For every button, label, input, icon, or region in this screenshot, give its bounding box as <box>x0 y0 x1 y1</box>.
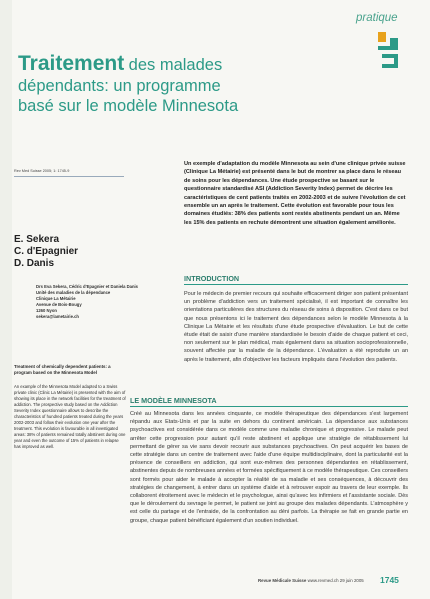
section-label: pratique <box>356 12 398 24</box>
title-line1-rest: des malades <box>128 56 223 74</box>
author-name: E. Sekera <box>14 234 60 245</box>
page-footer <box>258 578 364 583</box>
author-affiliation <box>36 284 148 320</box>
introduction-rule <box>184 284 408 285</box>
english-abstract: An example of the Minnesota Model adapted to a Swiss private clinic (Clinic La Métairie) is presented with the aim of showing its place in the network facilities for the treatment of addiction. The prospective study based on the Addiction Severity Index questionnaire allows to describe the characteristics of hundred patients treated during the years 2002-2003 and follow their evolution one year after the treatment. This evolution is favourable in all investigated areas: 38% of patients remained totally abstinent during one year and even the outcome of 15% of patients in relapse has improved as well. <box>14 384 126 449</box>
english-title: Treatment of chemically dependent patients: a program based on the Minnesota Model <box>14 364 111 375</box>
page-gutter <box>0 0 12 599</box>
authors-list <box>14 234 78 270</box>
title-line2: dépendants: un programme <box>18 77 221 95</box>
footer-date: 29 juin 2005 <box>339 578 364 583</box>
affiliation-names: Drs Eva Sekera, Cédric d'Epagnier et Daniela Danis <box>36 284 139 289</box>
author-name: D. Danis <box>14 258 55 269</box>
reference-divider <box>14 176 124 177</box>
page-number: 1745 <box>380 575 399 585</box>
affiliation-unit: Unité des maladies de la dépendance <box>36 290 111 295</box>
affiliation-city: 1260 Nyon <box>36 308 57 313</box>
affiliation-clinic: Clinique La Métairie <box>36 296 76 301</box>
minnesota-rule <box>130 406 408 407</box>
title-word-big: Traitement <box>18 52 125 75</box>
journal-reference: Rev Med Suisse 2005; 1: 1745-9 <box>14 169 70 173</box>
journal-logo-icon <box>378 32 402 72</box>
minnesota-heading: LE MODÈLE MINNESOTA <box>130 396 217 405</box>
affiliation-email[interactable]: sekera@lametairie.ch <box>36 314 79 319</box>
author-name: C. d'Epagnier <box>14 246 79 257</box>
introduction-paragraph: Pour le médecin de premier recours qui souhaite efficacement diriger son patient présentant un problème d'addiction vers un traitement spécialisé, il est important de connaître les orientations particulières des structures du réseau de soins à disposition. C'est dans ce but que nous présentons ici le traitement des dépendances selon le modèle Minnesota à la Clinique La Métairie et les résultats d'une étude prospective d'évaluation. Le but de cette étude était de saisir d'une manière standardisée le besoin d'aide de chaque patient et ceci, non seulement sur le plan médical, mais également dans sa situation socioprofessionnelle, souvent affectée par la maladie de la dépendance. L'évaluation a été reproduite un an après le traitement, afin d'objectiver les facteurs impliqués dans l'évolution des patients. <box>184 291 408 363</box>
affiliation-street: Avenue de Bois-Bougy <box>36 302 82 307</box>
article-title <box>18 54 318 116</box>
abstract-text: Un exemple d'adaptation du modèle Minnesota au sein d'une clinique privée suisse (Clinique La Métairie) est présenté dans le but de montrer sa place dans le réseau de soins pour les dépendances. Une étude prospective se basant sur le questionnaire standardisé ASI (Addiction Severity Index) permet de décrire les caractéristiques de cent patients traités en 2002-2003 et de suivre l'évolution de cet ensemble un an après le traitement. Cette évolution est favorable pour tous les domaines étudiés: 38% des patients sont restés abstinents pendant un an. Même les 15% des patients en rechute démontrent une situation également améliorée. <box>184 161 406 226</box>
footer-url[interactable]: www.revmed.ch <box>307 578 339 583</box>
footer-journal: Revue Médicale Suisse <box>258 578 307 583</box>
introduction-heading: INTRODUCTION <box>184 274 240 283</box>
minnesota-paragraph: Créé au Minnesota dans les années cinquante, ce modèle thérapeutique des dépendances s'est largement répandu aux Etats-Unis et par la suite en dehors du continent américain. La dépendance aux substances psychoactives est considérée dans ce modèle comme une maladie chronique et progressive. Le malade peut arrêter cette progression pour autant qu'il reste abstinent et applique une stratégie de rétablissement lui permettant de gérer sa vie sans devoir recourir aux substances psychoactives. On peut acquérir les bases de cette stratégie dans un centre de traitement avec l'aide d'une équipe multidisciplinaire, dont la particularité est la présence de conseillers en addiction, qui sont eux-mêmes des personnes dépendantes en rétablissement, abstinentes depuis de nombreuses années et formées spécifiquement à ce modèle thérapeutique. Ces conseillers sont formés pour aider le malade à accepter la réalité de sa maladie et ses conséquences, à découvrir des stratégies de changement, à entrer dans un système d'aide et à retrouver espoir au travers de leur exemple. Ils collaborent étroitement avec le médecin et le psychologue, ainsi qu'avec les infirmiers et l'assistante sociale. Dès que le déroulement du sevrage le permet, le patient se joint au groupe des malades dépendants. L'atmosphère y est celle du partage et de l'entraide, de la confrontation au déni parfois. La thérapie se fait en grande partie en groupe, chaque patient bénéficiant également d'un soutien individuel. <box>130 411 408 524</box>
title-line3: basé sur le modèle Minnesota <box>18 97 239 115</box>
